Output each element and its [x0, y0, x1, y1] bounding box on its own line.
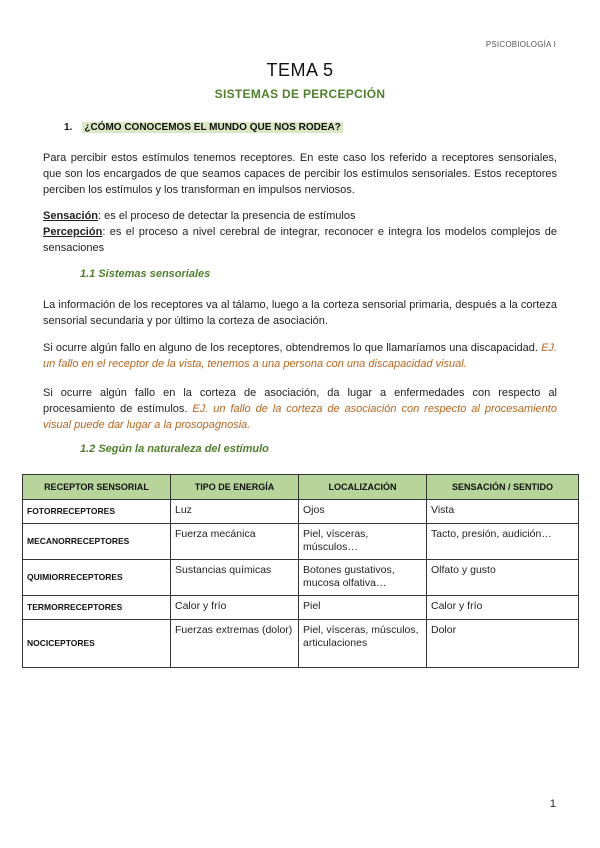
table-header-localizacion: LOCALIZACIÓN [299, 475, 427, 500]
definition-percepcion-text: : es el proceso a nivel cerebral de integrar, reconocer e integra los modelos complejos de sensaciones [43, 226, 557, 254]
table-cell: Fuerzas extremas (dolor) [171, 620, 299, 668]
definition-sensacion-text: : es el proceso de detectar la presencia de estímulos [98, 210, 356, 222]
table-cell: Vista [427, 500, 579, 524]
page-title: TEMA 5 [266, 60, 334, 80]
table-cell-receptor: FOTORRECEPTORES [23, 500, 171, 524]
definition-percepcion [43, 224, 557, 256]
table-cell-receptor: MECANORRECEPTORES [23, 524, 171, 560]
table-cell: Calor y frío [427, 596, 579, 620]
page-subtitle: SISTEMAS DE PERCEPCIÓN [214, 87, 386, 101]
table-cell-receptor: QUIMIORRECEPTORES [23, 560, 171, 596]
page-number: 1 [549, 798, 556, 810]
table-cell-receptor: NOCICEPTORES [23, 620, 171, 668]
table-cell: Ojos [299, 500, 427, 524]
table-cell: Fuerza mecánica [171, 524, 299, 560]
table-row [23, 524, 579, 560]
table-row [23, 620, 579, 668]
table-cell: Piel [299, 596, 427, 620]
table-cell: Calor y frío [171, 596, 299, 620]
table-header-row [23, 475, 579, 500]
table-row [23, 596, 579, 620]
example-prosopagnosia: EJ. un fallo de la corteza de asociación con respecto al procesamiento visual puede dar lugar a la prosopagnosia. [43, 403, 557, 431]
subsection-heading-1-2: 1.2 Según la naturaleza del estímulo [80, 443, 269, 455]
example-discapacidad: EJ. un fallo en el receptor de la vista, tenemos a una persona con una discapacidad visual. [43, 342, 557, 370]
table-cell: Olfato y gusto [427, 560, 579, 596]
table-cell: Sustancias químicas [171, 560, 299, 596]
paragraph-sistemas-3 [43, 385, 557, 433]
definition-sensacion [43, 208, 557, 224]
definitions-block [43, 208, 557, 256]
table-cell: Dolor [427, 620, 579, 668]
table-cell: Piel, vísceras, músculos… [299, 524, 427, 560]
table-header-energia: TIPO DE ENERGÍA [171, 475, 299, 500]
paragraph-sistemas-1: La información de los receptores va al tálamo, luego a la corteza sensorial primaria, después a la corteza sensorial secundaria y por último la corteza de asociación. [43, 299, 557, 327]
table-cell: Luz [171, 500, 299, 524]
term-percepcion: Percepción [43, 226, 103, 238]
running-header: PSICOBIOLOGÍA I [485, 40, 556, 49]
table-cell: Botones gustativos, mucosa olfativa… [299, 560, 427, 596]
intro-paragraph: Para percibir estos estímulos tenemos receptores. En este caso los referido a receptores sensoriales, que son los encargados de que seamos capaces de percibir los estímulos sensoriales. Estos receptores perciben los estímulos y los transforman en impulsos nerviosos. [43, 152, 557, 196]
subsection-heading-1-1: 1.1 Sistemas sensoriales [80, 268, 211, 280]
section-number: 1. [64, 122, 73, 133]
paragraph-sistemas-2-text: Si ocurre algún fallo en alguno de los receptores, obtendremos lo que llamaríamos una discapacidad. [43, 342, 538, 354]
table-row [23, 500, 579, 524]
table-row [23, 560, 579, 596]
paragraph-sistemas-2 [43, 340, 557, 372]
term-sensacion: Sensación [43, 210, 99, 222]
table-header-receptor: RECEPTOR SENSORIAL [23, 475, 171, 500]
table-header-sensacion: SENSACIÓN / SENTIDO [427, 475, 579, 500]
receptor-table [22, 474, 579, 668]
table-cell: Tacto, presión, audición… [427, 524, 579, 560]
section-title: ¿CÓMO CONOCEMOS EL MUNDO QUE NOS RODEA? [84, 122, 341, 133]
paragraph-sistemas-3-text: Si ocurre algún fallo en la corteza de asociación, da lugar a enfermedades con respecto al procesamiento de estímulos. [43, 387, 557, 415]
table-cell: Piel, vísceras, músculos, articulaciones [299, 620, 427, 668]
section-heading [64, 122, 343, 133]
table-cell-receptor: TERMORRECEPTORES [23, 596, 171, 620]
